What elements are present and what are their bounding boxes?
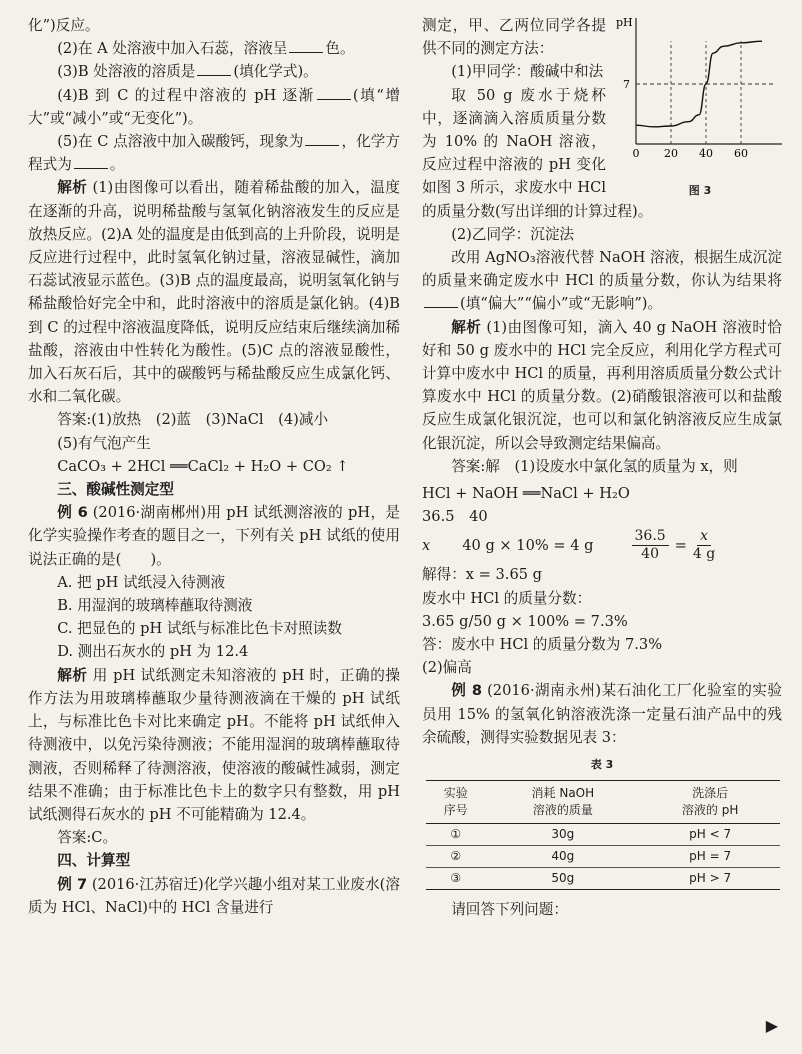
question-2: (2)在 A 处溶液中加入石蕊，溶液呈 色。 xyxy=(57,40,355,58)
option-b: B. 用湿润的玻璃棒蘸取待测液 xyxy=(57,597,253,615)
answer-blank[interactable] xyxy=(74,154,108,169)
method-1-text: 取 50 g 废水于烧杯中，逐滴滴入溶质质量分数为 10% 的 NaOH 溶液，反应过程中溶液的 pH 变化如图 3 所示，求废水中 HCl 的质量分数(写出详细的计算过程)。 xyxy=(422,86,653,220)
y-tick-label: 7 xyxy=(623,78,630,91)
table-cell: 40g xyxy=(485,846,640,868)
method-2-text: 改用 AgNO₃溶液代替 NaOH 溶液，根据生成沉淀的质量来确定废水中 HCl 的质量分数，你认为结果将(填“偏大”“偏小”或“无影响”)。 xyxy=(422,249,782,313)
fraction-label: 废水中 HCl 的质量分数： xyxy=(422,589,592,607)
ph-curve-chart xyxy=(612,12,788,172)
answer-line-2: (5)有气泡产生 xyxy=(57,434,151,452)
section-heading-3: 三、酸碱性测定型 xyxy=(57,481,174,499)
answer-blank[interactable] xyxy=(289,38,323,53)
example-8: 例 8 (2016·湖南永州)某石油化工厂化验室的实验员用 15% 的氢氧化钠溶液洗涤一定量石油产品中的残余硫酸，测得实验数据见表 3： xyxy=(422,682,782,746)
analysis-label: 解析 xyxy=(451,318,482,336)
example-label: 例 8 xyxy=(451,682,482,700)
table-cell: 50g xyxy=(485,868,640,890)
fraction-left: $\frac{36.5}{40}$ xyxy=(632,528,669,563)
method-1-heading: (1)甲同学：酸碱中和法 xyxy=(451,63,604,81)
table-cell: 30g xyxy=(485,824,640,846)
x-tick-label: 0 xyxy=(632,147,640,160)
answer-blank[interactable] xyxy=(197,61,231,76)
example-6: 例 6 (2016·湖南郴州)用 pH 试纸测溶液的 pH，是化学实验操作考查的题目之一，下列有关 pH 试纸的使用说法正确的是( )。 xyxy=(28,504,400,568)
option-a: A. 把 pH 试纸浸入待测液 xyxy=(57,573,226,591)
prev-question-tail: 化”)反应。 xyxy=(28,17,100,34)
table-cell: ③ xyxy=(426,868,485,890)
x-tick-label: 20 xyxy=(664,147,678,160)
analysis-label: 解析 xyxy=(57,666,88,684)
fraction-right: $\frac{x}{4 g}$ xyxy=(692,528,716,563)
answer-6: 答案:C。 xyxy=(57,829,118,847)
answer-2: (2)偏高 xyxy=(422,659,472,677)
figure-caption: 图 3 xyxy=(688,184,712,198)
answer-intro: 答案:解 (1)设废水中氯化氢的质量为 x，则 xyxy=(451,457,738,475)
table-cell: pH = 7 xyxy=(640,846,780,868)
left-column xyxy=(28,14,400,919)
question-3: (3)B 处溶液的溶质是 (填化学式)。 xyxy=(57,63,318,81)
ratio-row xyxy=(422,528,782,563)
footer-prompt: 请回答下列问题： xyxy=(451,901,568,919)
equation-line: HCl + NaOH ══NaCl + H₂O xyxy=(422,485,630,503)
x-tick-label: 60 xyxy=(734,147,748,160)
proportion: $\frac{36.5}{40}$ = $\frac{x}{4 g}$ xyxy=(632,528,716,563)
naoh-mass: 40 g × 10% = 4 g xyxy=(462,537,594,555)
chemical-equation: CaCO₃ + 2HCl ══CaCl₂ + H₂O + CO₂ ↑ xyxy=(57,457,349,475)
figure-3 xyxy=(612,12,788,198)
analysis-label: 解析 xyxy=(57,179,88,197)
option-d: D. 测出石灰水的 pH 为 12.4 xyxy=(57,643,249,661)
table-cell: pH > 7 xyxy=(640,868,780,890)
table-header-cell: 实验 序号 xyxy=(426,781,485,824)
table-cell: ② xyxy=(426,846,485,868)
table-cell: pH < 7 xyxy=(640,824,780,846)
method-2-heading: (2)乙同学：沉淀法 xyxy=(451,225,575,243)
y-axis-label: pH xyxy=(616,16,633,29)
molar-mass-line: 36.5 40 xyxy=(422,508,488,526)
option-c: C. 把显色的 pH 试纸与标准比色卡对照读数 xyxy=(57,620,342,638)
calc-line: 3.65 g/50 g × 100% = 7.3% xyxy=(422,612,628,630)
example-label: 例 6 xyxy=(57,504,88,522)
section-heading-4: 四、计算型 xyxy=(57,852,131,870)
answer-line-1: 答案:(1)放热 (2)蓝 (3)NaCl (4)减小 xyxy=(57,411,329,429)
question-5: (5)在 C 点溶液中加入碳酸钙，现象为 ，化学方程式为 。 xyxy=(28,133,400,174)
x-tick-label: 40 xyxy=(699,147,713,160)
next-page-arrow-icon[interactable]: ▶ xyxy=(765,1016,778,1035)
table-body xyxy=(426,824,780,890)
intro-text: 测定，甲、乙两位同学各提供不同的测定方法： xyxy=(422,17,606,58)
example-7: 例 7 (2016·江苏宿迁)化学兴趣小组对某工业废水(溶质为 HCl、NaCl)中的 HCl 含量进行 xyxy=(28,875,400,916)
example-label: 例 7 xyxy=(57,875,88,893)
table-title: 表 3 xyxy=(590,758,614,772)
table-row xyxy=(426,846,780,868)
answer-blank[interactable] xyxy=(317,85,351,100)
table-cell: ① xyxy=(426,824,485,846)
analysis-paragraph-2: 解析 用 pH 试纸测定未知溶液的 pH 时，正确的操作方法为用玻璃棒蘸取少量待测液滴在干燥的 pH 试纸上，与标准比色卡对比来确定 pH。不能将 pH 试纸伸入待测液中，以免污染待测液；不能用湿润的玻璃棒蘸取待测液，否则稀释了待测溶液，使溶液的酸碱性减弱，测定结果不准确；由于标准比色卡上的数字只有整数，用 pH 试纸测得石灰水的 pH 不可能精确为 12.4。 xyxy=(28,666,400,823)
right-column xyxy=(422,14,782,922)
solve-line: 解得：x = 3.65 g xyxy=(422,566,542,584)
question-4: (4)B 到 C 的过程中溶液的 pH 逐渐 (填“增大”或“减小”或“无变化”)。 xyxy=(28,86,401,127)
table-header-cell: 洗涤后 溶液的 pH xyxy=(640,781,780,824)
table-row xyxy=(426,824,780,846)
table-header-row xyxy=(426,781,780,824)
table-header-cell: 消耗 NaOH 溶液的质量 xyxy=(485,781,640,824)
unknown-x: x xyxy=(422,537,431,555)
data-table xyxy=(426,780,780,890)
final-answer: 答：废水中 HCl 的质量分数为 7.3% xyxy=(422,636,663,654)
analysis-paragraph: 解析 (1)由图像可以看出，随着稀盐酸的加入，温度在逐渐的升高，说明稀盐酸与氢氧化钠溶液发生的反应是放热反应。(2)A 处的温度是由低到高的上升阶段，说明是反应进行过程中，此时氢氧化钠过量，溶液显碱性，滴加石蕊试液显示蓝色。(3)B 点的温度最高，说明氢氧化钠与稀盐酸恰好完全中和，此时溶液中的溶质是氯化钠。(4)B 到 C 的过程中溶液温度降低，说明反应结束后继续滴加稀盐酸，溶液由中性转化为酸性。(5)C 点的溶液显酸性，加入石灰石后，其中的碳酸钙与稀盐酸反应生成氯化钙、水和二氧化碳。 xyxy=(28,179,400,406)
table-row xyxy=(426,868,780,890)
analysis-paragraph-3: 解析 (1)由图像可知，滴入 40 g NaOH 溶液时恰好和 50 g 废水中的 HCl 完全反应，利用化学方程式可计算中废水中 HCl 的质量，再利用溶质质量分数公式计算废水中 HCl 的质量分数。(2)硝酸银溶液可以和盐酸反应生成氯化银沉淀，也可以和氯化钠溶液反应生成氯化银沉淀，所以会导致测定结果偏高。 xyxy=(422,318,782,452)
answer-blank[interactable] xyxy=(424,293,458,308)
answer-blank[interactable] xyxy=(305,131,339,146)
